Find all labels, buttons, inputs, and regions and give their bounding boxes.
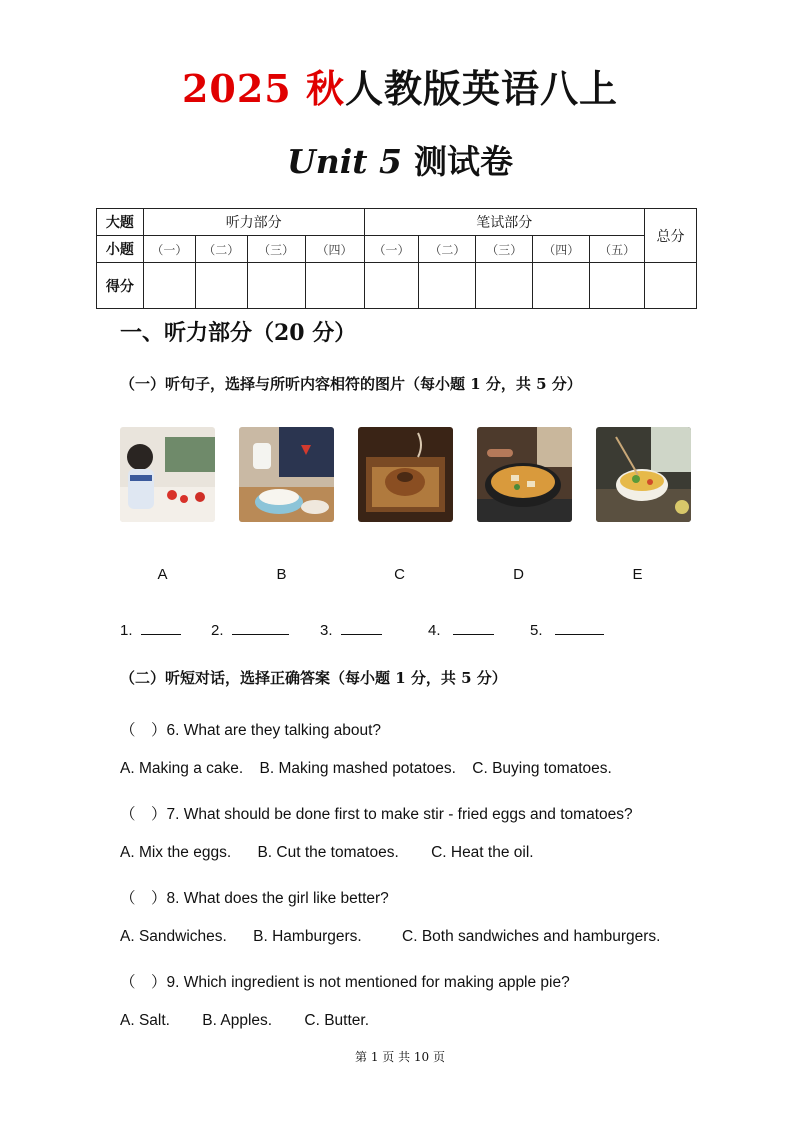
stew-pot-image xyxy=(477,427,572,522)
score-cell xyxy=(590,263,645,309)
baked-cake-image xyxy=(358,427,453,522)
score-cell xyxy=(143,263,195,309)
part2-instruction: （二）听短对话，选择正确答案（每小题 1 分，共 5 分） xyxy=(120,669,507,687)
writing-item: （一） xyxy=(364,236,419,263)
score-cell xyxy=(645,263,697,309)
picture-label: C xyxy=(394,566,405,583)
score-cell xyxy=(305,263,364,309)
option[interactable]: A. Sandwiches. xyxy=(120,928,227,945)
question-options xyxy=(120,760,634,778)
option[interactable]: A. Making a cake. xyxy=(120,760,244,777)
option[interactable]: C. Buying tomatoes. xyxy=(472,760,612,777)
noodle-bowl-image xyxy=(596,427,691,522)
writing-item: （三） xyxy=(476,236,533,263)
question-options xyxy=(120,928,683,946)
question-stem: （ ）9. Which ingredient is not mentioned for making apple pie? xyxy=(120,974,570,991)
title-year: 2025 秋 xyxy=(181,66,345,111)
listening-header: 听力部分 xyxy=(143,209,364,236)
answer-blanks xyxy=(0,620,800,640)
listening-item: （四） xyxy=(305,236,364,263)
question-stem: （ ）8. What does the girl like better? xyxy=(120,890,389,907)
row-label-small: 小题 xyxy=(97,236,144,263)
answer-blank[interactable]: 1. xyxy=(120,620,181,639)
option[interactable]: B. Making mashed potatoes. xyxy=(259,760,456,777)
answer-blank[interactable]: 4. xyxy=(428,620,494,639)
listening-item: （二） xyxy=(195,236,247,263)
answer-blank[interactable]: 3. xyxy=(320,620,382,639)
picture-label: E xyxy=(632,566,643,583)
pouring-milk-image xyxy=(239,427,334,522)
part1-instruction: （一）听句子，选择与所听内容相符的图片（每小题 1 分，共 5 分） xyxy=(120,375,582,393)
page-title xyxy=(0,58,800,113)
question-options xyxy=(120,1012,391,1030)
answer-blank[interactable]: 2. xyxy=(211,620,289,639)
answer-blank[interactable]: 5. xyxy=(530,620,604,639)
score-cell xyxy=(419,263,476,309)
title-text: 人教版英语八上 xyxy=(344,66,618,111)
page-footer: 第 1 页 共 10 页 xyxy=(355,1050,445,1064)
picture-label: B xyxy=(276,566,287,583)
unit-label: Unit 5 xyxy=(286,142,402,181)
score-cell xyxy=(247,263,305,309)
option[interactable]: A. Salt. xyxy=(120,1012,170,1029)
question-stem: （ ）6. What are they talking about? xyxy=(120,722,382,739)
row-label-score: 得分 xyxy=(97,263,144,309)
option[interactable]: C. Heat the oil. xyxy=(431,844,534,861)
option[interactable]: A. Mix the eggs. xyxy=(120,844,232,861)
option[interactable]: B. Cut the tomatoes. xyxy=(257,844,399,861)
writing-header: 笔试部分 xyxy=(364,209,645,236)
question-stem: （ ）7. What should be done first to make stir - fried eggs and tomatoes? xyxy=(120,806,633,823)
writing-item: （四） xyxy=(533,236,590,263)
option[interactable]: B. Hamburgers. xyxy=(253,928,362,945)
score-cell xyxy=(476,263,533,309)
writing-item: （二） xyxy=(419,236,476,263)
picture-label: A xyxy=(157,566,168,583)
listening-item: （三） xyxy=(247,236,305,263)
girl-cutting-tomatoes-image xyxy=(120,427,215,522)
writing-item: （五） xyxy=(590,236,645,263)
section-title: 一、听力部分（20 分） xyxy=(120,320,357,346)
score-cell xyxy=(195,263,247,309)
total-header: 总分 xyxy=(645,209,697,263)
option[interactable]: B. Apples. xyxy=(202,1012,273,1029)
row-label-big: 大题 xyxy=(97,209,144,236)
option[interactable]: C. Butter. xyxy=(304,1012,370,1029)
score-cell xyxy=(533,263,590,309)
question-options xyxy=(120,844,556,862)
score-cell xyxy=(364,263,419,309)
option[interactable]: C. Both sandwiches and hamburgers. xyxy=(402,928,661,945)
listening-item: （一） xyxy=(143,236,195,263)
test-label: 测试卷 xyxy=(414,142,513,181)
score-table xyxy=(96,208,697,309)
page-subtitle xyxy=(0,136,800,183)
picture-label: D xyxy=(513,566,524,583)
